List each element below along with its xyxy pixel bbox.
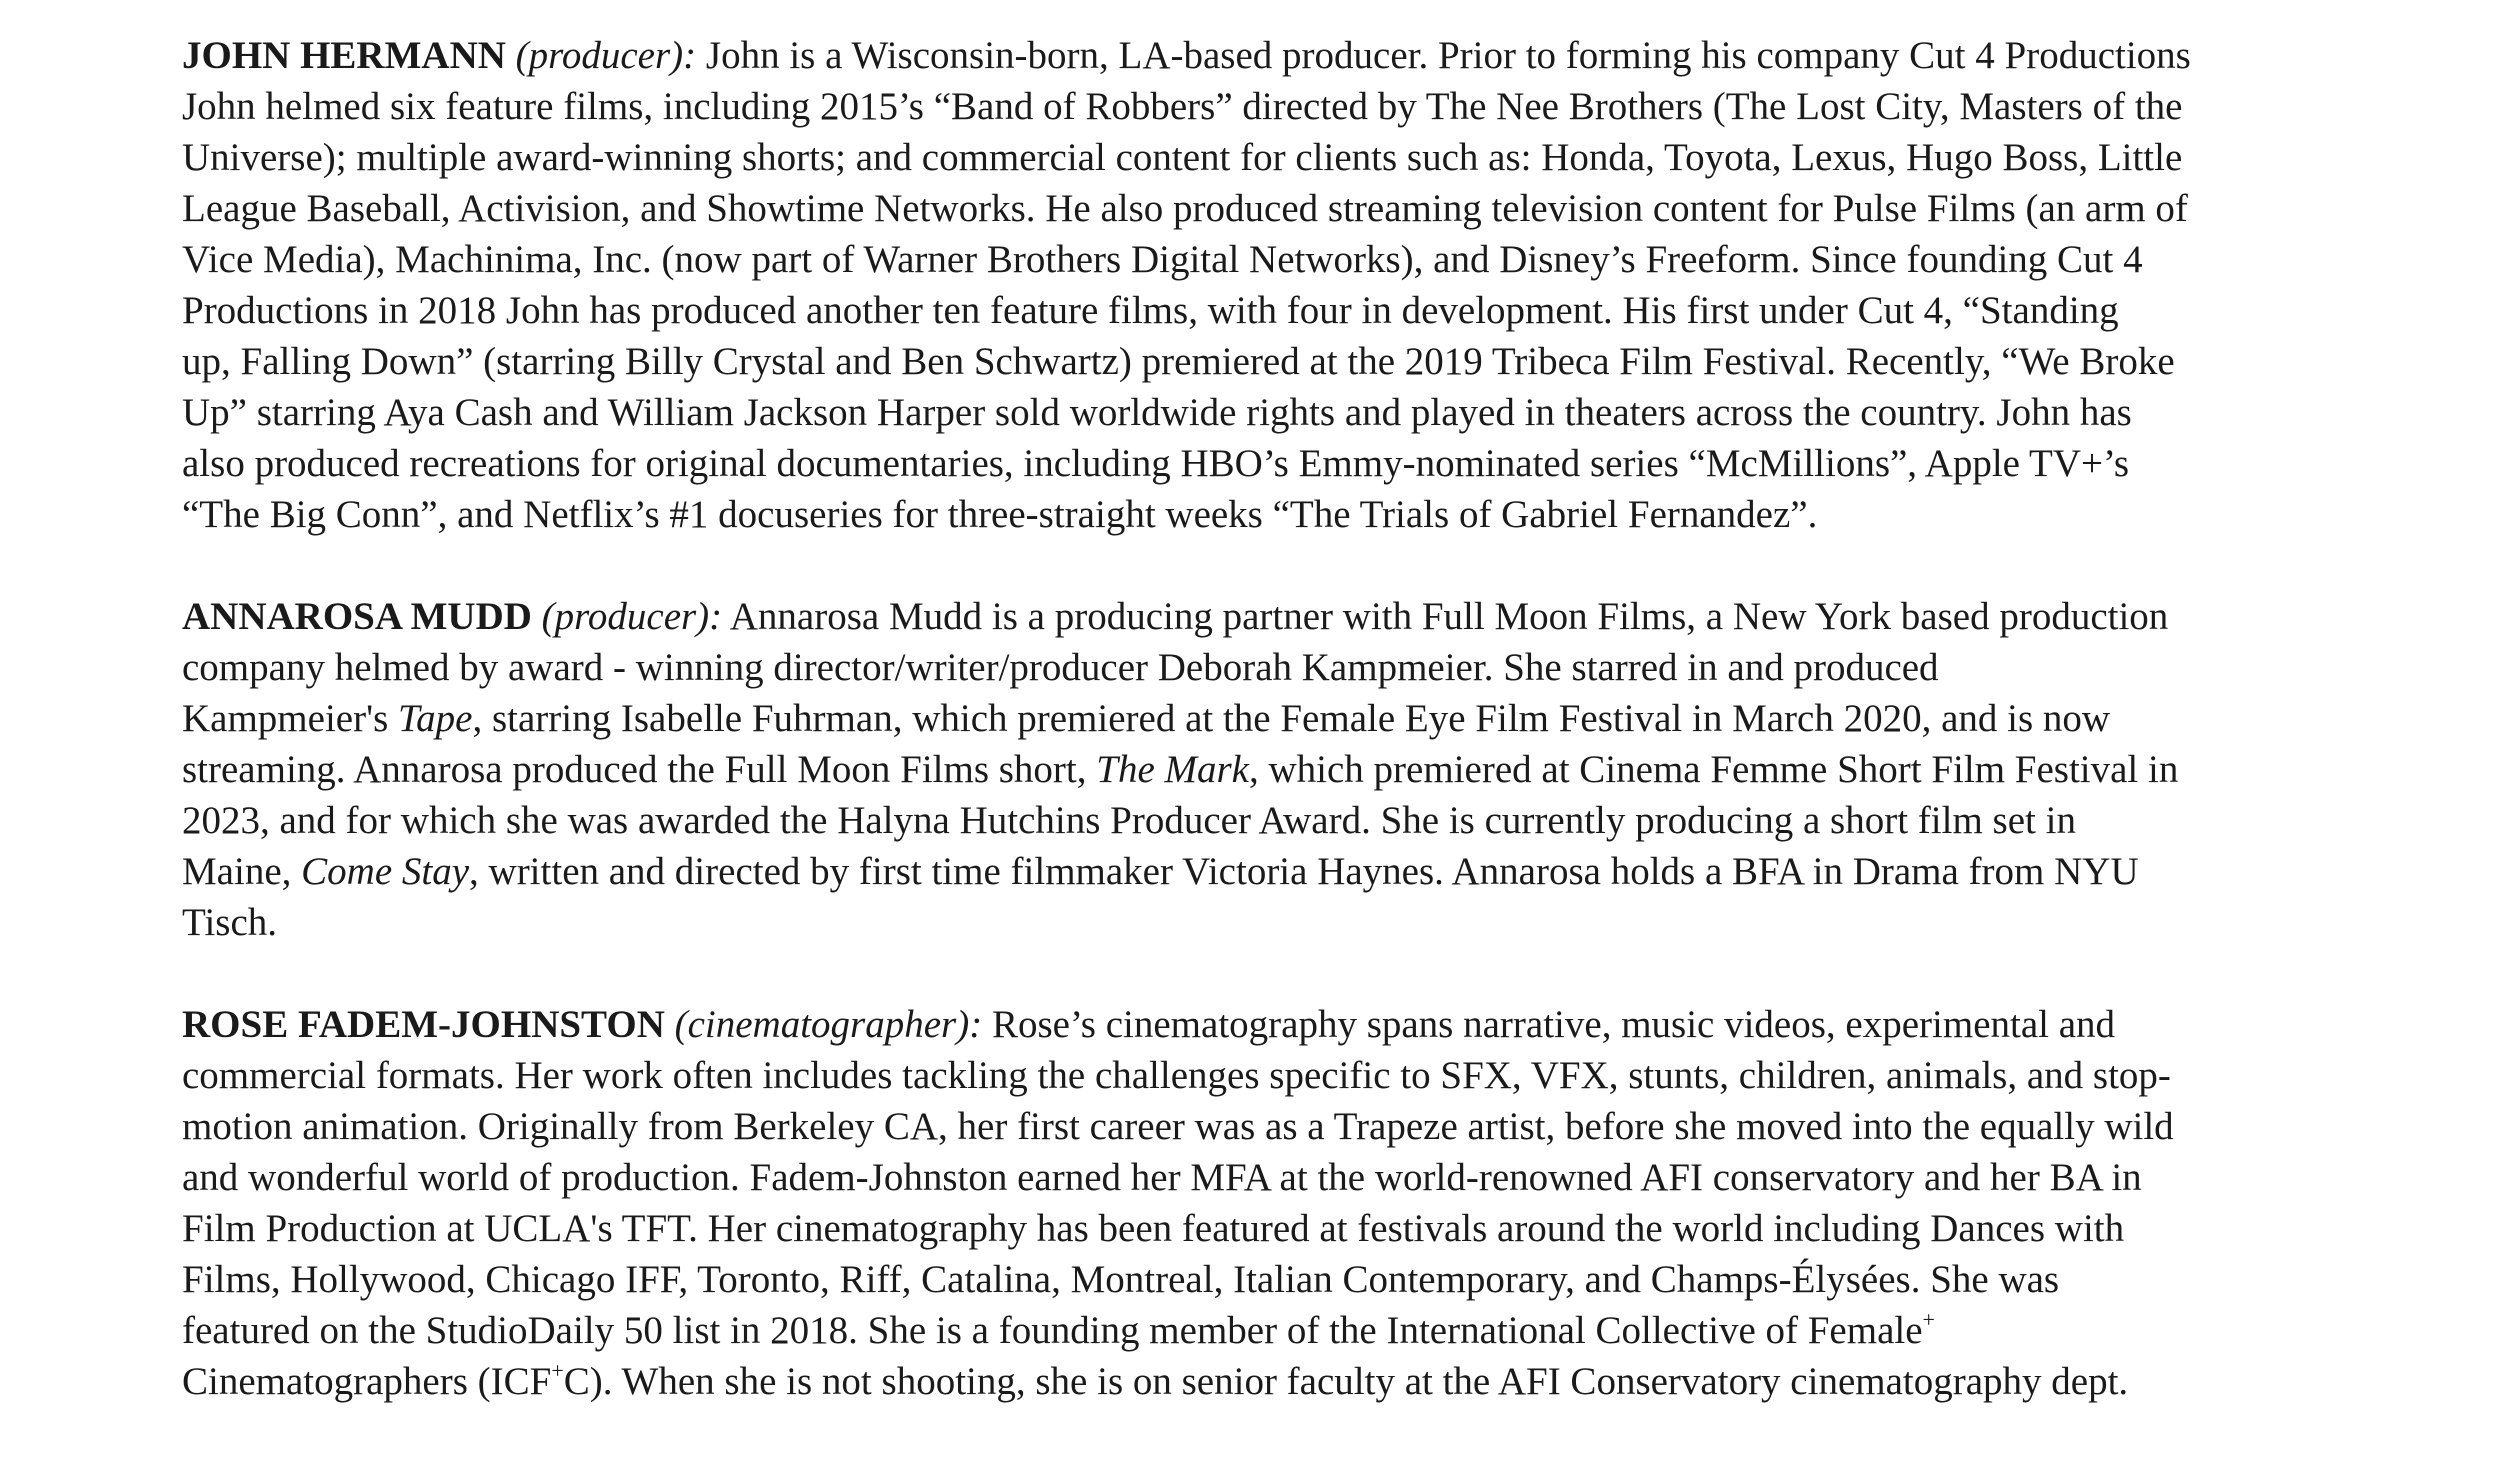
film-title: Come Stay	[301, 850, 470, 893]
bio-line	[182, 30, 2372, 81]
person-name: JOHN HERMANN	[182, 34, 506, 77]
bio-line: “The Big Conn”, and Netflix’s #1 docuseries for three-straight weeks “The Trials of Gabriel Fernandez”.	[182, 493, 1818, 536]
film-title: Tape	[398, 697, 473, 740]
bio-line: Film Production at UCLA's TFT. Her cinematography has been featured at festivals around the world including Dances with	[182, 1207, 2125, 1250]
bio-line: Tisch.	[182, 901, 278, 944]
superscript-plus: +	[551, 1358, 564, 1383]
bio-line: League Baseball, Activision, and Showtime Networks. He also produced streaming television content for Pulse Films (an arm of	[182, 187, 2188, 230]
bio-line	[182, 1305, 2372, 1356]
document-page	[182, 30, 2372, 1458]
bio-text: featured on the StudioDaily 50 list in 2018. She is a founding member of the International Collective of Female	[182, 1309, 1923, 1352]
person-role: (producer):	[541, 595, 723, 638]
bio-line	[182, 846, 2372, 897]
bio-text: Kampmeier's	[182, 697, 399, 740]
bio-text: Cinematographers (ICF	[182, 1360, 552, 1403]
bio-text: C). When she is not shooting, she is on senior faculty at the AFI Conservatory cinematography dept.	[563, 1360, 2129, 1403]
bio-text: , which premiered at Cinema Femme Short Film Festival in	[1249, 748, 2179, 791]
person-name: ANNAROSA MUDD	[182, 595, 532, 638]
bio-line: and wonderful world of production. Fadem-Johnston earned her MFA at the world-renowned AFI conservatory and her BA in	[182, 1156, 2142, 1199]
person-name: ROSE FADEM-JOHNSTON	[182, 1003, 665, 1046]
bio-rose-fadem-johnston	[182, 999, 2372, 1407]
bio-line	[182, 591, 2372, 642]
bio-annarosa-mudd	[182, 591, 2372, 948]
bio-text: John is a Wisconsin-born, LA-based producer. Prior to forming his company Cut 4 Productions	[696, 34, 2191, 77]
bio-line	[182, 999, 2372, 1050]
superscript-plus: +	[1922, 1307, 1935, 1332]
film-title: The Mark	[1096, 748, 1249, 791]
bio-text: , starring Isabelle Fuhrman, which premiered at the Female Eye Film Festival in March 2020, and is now	[472, 697, 2111, 740]
bio-line: Films, Hollywood, Chicago IFF, Toronto, Riff, Catalina, Montreal, Italian Contemporary, and Champs-Élysées. She was	[182, 1258, 2060, 1301]
bio-john-hermann	[182, 30, 2372, 540]
bio-line: company helmed by award - winning director/writer/producer Deborah Kampmeier. She starred in and produced	[182, 646, 1939, 689]
bio-line: Universe); multiple award-winning shorts; and commercial content for clients such as: Honda, Toyota, Lexus, Hugo Boss, Little	[182, 136, 2183, 179]
bio-text: Annarosa Mudd is a producing partner with Full Moon Films, a New York based production	[722, 595, 2169, 638]
bio-line	[182, 744, 2372, 795]
bio-line: commercial formats. Her work often includes tackling the challenges specific to SFX, VFX, stunts, children, animals, and stop-	[182, 1054, 2171, 1097]
bio-line	[182, 693, 2372, 744]
bio-text: Maine,	[182, 850, 302, 893]
bio-text: , written and directed by first time filmmaker Victoria Haynes. Annarosa holds a BFA in Drama from NYU	[469, 850, 2139, 893]
bio-line: Productions in 2018 John has produced another ten feature films, with four in development. His first under Cut 4, “Standing	[182, 289, 2119, 332]
bio-line: Up” starring Aya Cash and William Jackson Harper sold worldwide rights and played in theaters across the country. John has	[182, 391, 2132, 434]
bio-line: Vice Media), Machinima, Inc. (now part of Warner Brothers Digital Networks), and Disney’s Freeform. Since founding Cut 4	[182, 238, 2143, 281]
bio-line: up, Falling Down” (starring Billy Crystal and Ben Schwartz) premiered at the 2019 Tribeca Film Festival. Recently, “We Broke	[182, 340, 2175, 383]
bio-text: streaming. Annarosa produced the Full Moon Films short,	[182, 748, 1097, 791]
bio-line: 2023, and for which she was awarded the Halyna Hutchins Producer Award. She is currently producing a short film set in	[182, 799, 2076, 842]
bio-line: John helmed six feature films, including 2015’s “Band of Robbers” directed by The Nee Brothers (The Lost City, Masters of the	[182, 85, 2183, 128]
bio-line: also produced recreations for original documentaries, including HBO’s Emmy-nominated series “McMillions”, Apple TV+’s	[182, 442, 2130, 485]
bio-text: Rose’s cinematography spans narrative, music videos, experimental and	[982, 1003, 2116, 1046]
person-role: (producer):	[515, 34, 697, 77]
bio-line: motion animation. Originally from Berkeley CA, her first career was as a Trapeze artist, before she moved into the equally wild	[182, 1105, 2174, 1148]
person-role: (cinematographer):	[674, 1003, 983, 1046]
bio-line	[182, 1356, 2372, 1407]
